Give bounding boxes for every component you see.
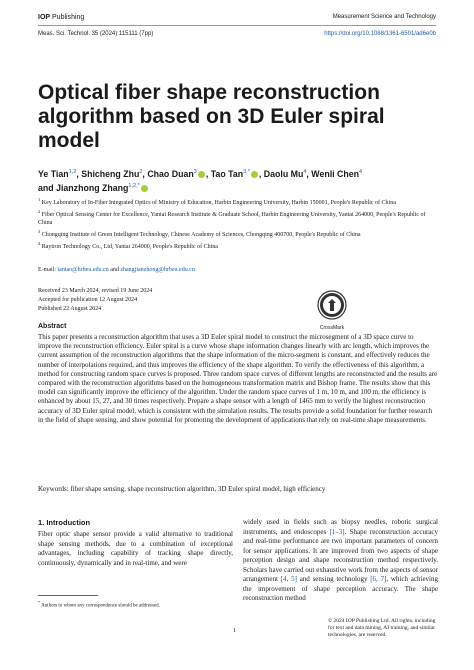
- crossmark-label: CrossMark: [319, 325, 345, 331]
- reference-link[interactable]: [1–3]: [329, 527, 345, 536]
- section-heading-introduction: 1. Introduction: [38, 518, 91, 527]
- author-affiliation-mark: 4: [303, 169, 307, 175]
- intro-right-column: widely used in fields such as biopsy needles, robotic surgical instruments, and endoscopes [1–3]. Shape reconstruction accuracy and real-time performance are two important parameters of concern for sensor applications. It are improved from two aspects of shape perception design and shape reconstruction method respectively. Scholars have carried out exhaustive work from the aspects of sensor arrangement [4, 5] and sensing technology [6, 7], which achieving the improvement of shape perception accuracy. The shape reconstruction method: [243, 518, 439, 602]
- author-name: and Jianzhong Zhang: [38, 182, 129, 193]
- paper-title: Optical fiber shape reconstruction algorithm based on 3D Euler spiral model: [38, 81, 385, 152]
- orcid-icon[interactable]: [198, 171, 205, 178]
- author-name: Ye Tian: [38, 168, 69, 179]
- author-affiliation-mark: 1,2,*: [128, 182, 140, 189]
- crossmark-badge[interactable]: [314, 290, 350, 331]
- published-date: Published 22 August 2024: [38, 306, 102, 312]
- keywords: Keywords: fiber shape sensing, shape reconstruction algorithm, 3D Euler spiral model, high efficiency: [38, 485, 326, 493]
- publisher-brand: IOP Publishing: [38, 14, 85, 21]
- footnote-divider: [38, 595, 98, 596]
- doi-link[interactable]: https://doi.org/10.1088/1361-6501/ad6e0b: [324, 31, 436, 37]
- publication-dates: [38, 287, 152, 314]
- citation: Meas. Sci. Technol. 35 (2024) 115111 (7pp): [38, 31, 154, 37]
- author-name: Tao Tan: [210, 168, 244, 179]
- author-name: Daolu Mu: [263, 168, 304, 179]
- footnote: * Authors to whom any correspondence should be addressed.: [38, 600, 160, 609]
- page-number: 1: [233, 628, 236, 634]
- email-line: E-mail: tantao@hrbeu.edu.cn and zhangjianzhong@hrbeu.edu.cn: [38, 267, 195, 273]
- author-affiliation-mark: 3: [193, 169, 197, 175]
- author-list: Ye Tian$^{1,2}$, Shicheng Zhu$^2$, Chao Duan$^3$ , Tao Tan$^{3,*}$ , Daolu Mu$^4$, Wenli Chen$^4$ and Jianzhong Zhang$^{1,2,*}$: [38, 168, 363, 193]
- reference-link[interactable]: [6, 7]: [370, 575, 387, 583]
- orcid-icon[interactable]: [141, 185, 148, 192]
- received-date: Received 23 March 2024, revised 19 June 2024: [38, 288, 153, 294]
- affiliation-item: $^2$ Fiber Optical Sensing Center for Excellence, Yantai Research Institute & Graduate School, Harbin Engineering University, Yantai 264000, People's Republic of China: [38, 209, 426, 226]
- intro-left-column: Fiber optic shape sensor provide a valid alternative to traditional shape sensing methods, due to a combination of exceptional advantages, including capability of tracking shape directly, continuously, dynamically and in real-time, and were: [38, 530, 233, 567]
- abstract-text: This paper presents a reconstruction algorithm that uses a 3D Euler spiral model to construct the microsegment of a 3D space curve to improve the reconstruction efficiency. Euler spiral is a curve whose shape information changes linearly with arc length, which improves the current assumption of the reconstruction algorithms that the shape information of the micro-segment is constant, and effectively reduces the number of interpolations required, and thus improves the efficiency of the shape algorithm. To verify the effectiveness of this algorithm, a method for constructing random space curves is proposed. Three random space curves of different lengths are reconstructed and the results are compared with the reconstruction algorithms based on the homogeneous transformation matrix and Bishop frame. The results show that this model can significantly improve the efficiency of the algorithm. Under the random space curves of 1 m, 10 m, and 100 m, the efficiency is enhanced by about 15, 27, and 30 times respectively. Prepare a shape sensor with a length of 1465 mm to verify the highest reconstruction accuracy of 3D Euler spiral model, which is consistent with the simulation results. The results provide a solid foundation for further research in the field of shape sensing, and show potential for promoting the development of applications that rely on real-time shape measurements.: [38, 333, 438, 424]
- reference-link[interactable]: [4, 5]: [280, 575, 297, 583]
- header-divider: [38, 25, 436, 26]
- copyright-notice: © 2024 IOP Publishing Ltd. All rights, including for text and data mining, AI training, and similar technologies, are reserved.: [328, 618, 436, 638]
- crossmark-icon: [317, 290, 347, 320]
- author-affiliation-mark: 4: [359, 169, 363, 175]
- email-link-2[interactable]: zhangjianzhong@hrbeu.edu.cn: [120, 267, 195, 273]
- affiliation-item: $^4$ Raytron Technology Co., Ltd, Yantai 264000, People's Republic of China: [38, 241, 218, 250]
- affiliation-item: $^3$ Chongqing Institute of Green Intelligent Technology, Chinese Academy of Sciences, Chongqing 400700, People's Republic of China: [38, 229, 361, 238]
- orcid-icon[interactable]: [251, 171, 258, 178]
- journal-name: Measurement Science and Technology: [332, 14, 436, 20]
- abstract-heading: Abstract: [38, 323, 67, 330]
- affiliation-item: $^1$ Key Laboratory of In-Fiber Integrated Optics of Ministry of Education, Harbin Engineering University, Harbin 150001, People's Republic of China: [38, 197, 396, 206]
- affiliations: [38, 196, 438, 252]
- author-affiliation-mark: 1,2: [68, 169, 77, 175]
- accepted-date: Accepted for publication 12 August 2024: [38, 297, 138, 303]
- author-affiliation-mark: 3,*: [243, 169, 250, 175]
- email-link-1[interactable]: tantao@hrbeu.edu.cn: [57, 267, 109, 273]
- author-name: Chao Duan: [147, 168, 194, 179]
- author-name: Wenli Chen: [311, 168, 360, 179]
- author-name: Shicheng Zhu: [81, 168, 140, 179]
- author-affiliation-mark: 2: [139, 169, 143, 175]
